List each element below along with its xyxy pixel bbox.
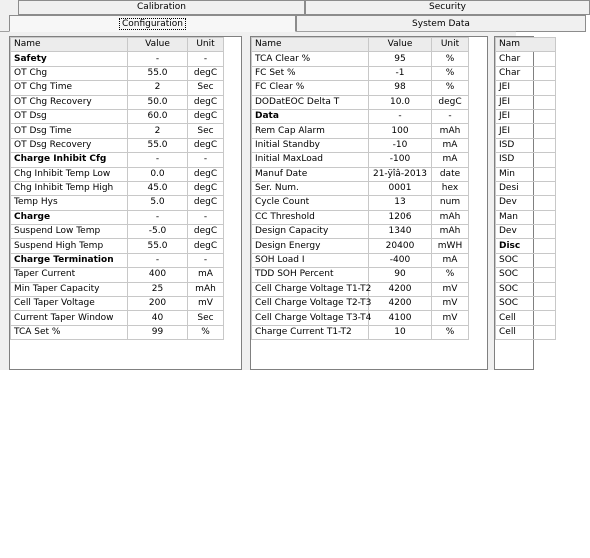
cell-value[interactable]: 55.0: [128, 138, 188, 152]
cell-name: ISD: [496, 153, 556, 167]
cell-unit: mA: [432, 138, 469, 152]
cell-name: Dev: [496, 196, 556, 210]
table-row[interactable]: [496, 239, 556, 253]
cell-name: Suspend Low Temp: [11, 225, 128, 239]
cell-value[interactable]: 50.0: [128, 95, 188, 109]
table-row[interactable]: [496, 196, 556, 210]
table-row[interactable]: [11, 95, 224, 109]
table-row[interactable]: [252, 138, 469, 152]
table-row[interactable]: [252, 311, 469, 325]
cell-name: Dev: [496, 225, 556, 239]
table-row[interactable]: [252, 268, 469, 282]
cell-name: OT Dsg: [11, 109, 128, 123]
table-row[interactable]: [252, 66, 469, 80]
column-header-name[interactable]: Name: [252, 38, 369, 52]
table-row[interactable]: [11, 325, 224, 339]
cell-unit: mAh: [432, 124, 469, 138]
cell-unit: Sec: [188, 124, 224, 138]
cell-unit: degC: [188, 167, 224, 181]
cell-name: Temp Hys: [11, 196, 128, 210]
cell-unit: degC: [188, 181, 224, 195]
table-row[interactable]: [496, 95, 556, 109]
cell-name: JEI: [496, 95, 556, 109]
cell-name: Nam: [496, 38, 556, 52]
cell-unit: %: [432, 66, 469, 80]
table-row[interactable]: [252, 253, 469, 267]
cell-value[interactable]: 13: [369, 196, 432, 210]
cell-value[interactable]: 1340: [369, 225, 432, 239]
cell-unit: mAh: [432, 225, 469, 239]
tab-system-data[interactable]: System Data: [296, 15, 586, 32]
cell-name: OT Dsg Time: [11, 124, 128, 138]
cell-name: Design Energy: [252, 239, 369, 253]
cell-name: Rem Cap Alarm: [252, 124, 369, 138]
table-row[interactable]: [496, 52, 556, 66]
cell-unit: degC: [188, 138, 224, 152]
cell-unit: Sec: [188, 81, 224, 95]
table-row[interactable]: [11, 52, 224, 66]
table-row[interactable]: [252, 52, 469, 66]
cell-value[interactable]: 25: [128, 282, 188, 296]
cell-unit: mA: [432, 153, 469, 167]
cell-value[interactable]: -5.0: [128, 225, 188, 239]
cell-name: Desi: [496, 181, 556, 195]
cell-value[interactable]: -: [369, 109, 432, 123]
cell-name: FC Clear %: [252, 81, 369, 95]
cell-name: Cell Charge Voltage T3-T4: [252, 311, 369, 325]
cell-name: OT Dsg Recovery: [11, 138, 128, 152]
cell-name: OT Chg Recovery: [11, 95, 128, 109]
cell-value[interactable]: 4200: [369, 297, 432, 311]
cell-value[interactable]: 0001: [369, 181, 432, 195]
cell-value[interactable]: 2: [128, 124, 188, 138]
cell-name: SOC: [496, 268, 556, 282]
cell-name: Char: [496, 66, 556, 80]
cell-name: Cell Charge Voltage T2-T3: [252, 297, 369, 311]
cell-name: Char: [496, 52, 556, 66]
cell-unit: degC: [188, 225, 224, 239]
cell-unit: degC: [188, 66, 224, 80]
table-3: [495, 37, 556, 340]
cell-name: Cycle Count: [252, 196, 369, 210]
cell-value[interactable]: 55.0: [128, 239, 188, 253]
cell-unit: %: [432, 52, 469, 66]
cell-name: CC Threshold: [252, 210, 369, 224]
cell-unit: degC: [188, 95, 224, 109]
cell-value[interactable]: 98: [369, 81, 432, 95]
cell-unit: degC: [188, 239, 224, 253]
cell-name: TCA Clear %: [252, 52, 369, 66]
table-row[interactable]: [11, 210, 224, 224]
table-row[interactable]: [252, 181, 469, 195]
table-row[interactable]: [252, 81, 469, 95]
cell-unit: degC: [432, 95, 469, 109]
cell-value[interactable]: 21-ÿîâ-2013: [369, 167, 432, 181]
cell-name: FC Set %: [252, 66, 369, 80]
cell-value[interactable]: -: [128, 253, 188, 267]
cell-value[interactable]: 2: [128, 81, 188, 95]
table-row[interactable]: [496, 124, 556, 138]
table-row[interactable]: [252, 109, 469, 123]
cell-name: Design Capacity: [252, 225, 369, 239]
cell-name: JEI: [496, 109, 556, 123]
cell-unit: mAh: [432, 210, 469, 224]
cell-name: Manuf Date: [252, 167, 369, 181]
cell-unit: %: [432, 268, 469, 282]
cell-unit: degC: [188, 109, 224, 123]
table-row[interactable]: [11, 138, 224, 152]
cell-unit: num: [432, 196, 469, 210]
cell-name: Cell Charge Voltage T1-T2: [252, 282, 369, 296]
cell-value[interactable]: 90: [369, 268, 432, 282]
table-row[interactable]: [496, 138, 556, 152]
table-row[interactable]: [11, 239, 224, 253]
table-row[interactable]: [252, 239, 469, 253]
table-row[interactable]: [496, 66, 556, 80]
cell-value[interactable]: 55.0: [128, 66, 188, 80]
table-row[interactable]: [11, 282, 224, 296]
cell-name: OT Chg: [11, 66, 128, 80]
cell-value[interactable]: 5.0: [128, 196, 188, 210]
cell-unit: -: [432, 109, 469, 123]
cell-name: Ser. Num.: [252, 181, 369, 195]
cell-name: Safety: [11, 52, 128, 66]
table-row[interactable]: [252, 153, 469, 167]
table-row[interactable]: [11, 124, 224, 138]
cell-name: Cell: [496, 311, 556, 325]
cell-name: SOC: [496, 297, 556, 311]
table-row[interactable]: [252, 225, 469, 239]
column-header-unit[interactable]: Unit: [188, 38, 224, 52]
table-1: [10, 37, 224, 340]
cell-value[interactable]: 400: [128, 268, 188, 282]
cell-name: Cell Taper Voltage: [11, 297, 128, 311]
cell-unit: date: [432, 167, 469, 181]
table-row[interactable]: [496, 210, 556, 224]
cell-value[interactable]: -: [128, 210, 188, 224]
column-header-name[interactable]: Name: [11, 38, 128, 52]
cell-unit: %: [188, 325, 224, 339]
column-header-value[interactable]: Value: [369, 38, 432, 52]
table-row[interactable]: [11, 181, 224, 195]
cell-unit: hex: [432, 181, 469, 195]
cell-value[interactable]: 4100: [369, 311, 432, 325]
cell-unit: %: [432, 81, 469, 95]
cell-name: TDD SOH Percent: [252, 268, 369, 282]
cell-name: Charge Termination: [11, 253, 128, 267]
table-row[interactable]: [11, 81, 224, 95]
cell-unit: mAh: [188, 282, 224, 296]
table-row[interactable]: [11, 153, 224, 167]
cell-value[interactable]: 60.0: [128, 109, 188, 123]
cell-name: Charge Current T1-T2: [252, 325, 369, 339]
table-row[interactable]: [11, 196, 224, 210]
table-row[interactable]: [496, 81, 556, 95]
table-row[interactable]: [496, 181, 556, 195]
cell-name: Charge Inhibit Cfg: [11, 153, 128, 167]
cell-value[interactable]: -100: [369, 153, 432, 167]
tab-calibration[interactable]: Calibration: [18, 0, 305, 15]
table-row[interactable]: [496, 38, 556, 52]
config-table-partial: [494, 36, 534, 370]
cell-value[interactable]: -: [128, 153, 188, 167]
cell-value[interactable]: 100: [369, 124, 432, 138]
cell-name: SOC: [496, 282, 556, 296]
cell-value[interactable]: 20400: [369, 239, 432, 253]
cell-name: Disc: [496, 239, 556, 253]
table-row[interactable]: [11, 167, 224, 181]
table-row[interactable]: [496, 109, 556, 123]
cell-unit: -: [188, 210, 224, 224]
table-row[interactable]: [496, 311, 556, 325]
cell-value[interactable]: 1206: [369, 210, 432, 224]
table-row[interactable]: [252, 124, 469, 138]
cell-value[interactable]: -10: [369, 138, 432, 152]
cell-name: Min Taper Capacity: [11, 282, 128, 296]
cell-name: Charge: [11, 210, 128, 224]
table-row[interactable]: [496, 282, 556, 296]
cell-unit: -: [188, 253, 224, 267]
table-row[interactable]: [252, 196, 469, 210]
column-header-value[interactable]: Value: [128, 38, 188, 52]
cell-value[interactable]: 45.0: [128, 181, 188, 195]
cell-value[interactable]: 200: [128, 297, 188, 311]
table-row[interactable]: [11, 297, 224, 311]
cell-name: JEI: [496, 81, 556, 95]
cell-name: DODatEOC Delta T: [252, 95, 369, 109]
cell-name: Initial MaxLoad: [252, 153, 369, 167]
table-2: [251, 37, 469, 340]
cell-unit: mV: [432, 311, 469, 325]
cell-unit: -: [188, 52, 224, 66]
cell-unit: Sec: [188, 311, 224, 325]
table-row[interactable]: [11, 225, 224, 239]
cell-value[interactable]: -400: [369, 253, 432, 267]
table-row[interactable]: [252, 297, 469, 311]
table-row[interactable]: [252, 167, 469, 181]
cell-value[interactable]: 95: [369, 52, 432, 66]
table-row[interactable]: [496, 153, 556, 167]
table-row[interactable]: [252, 325, 469, 339]
table-row[interactable]: [11, 311, 224, 325]
table-row[interactable]: [496, 167, 556, 181]
cell-name: Initial Standby: [252, 138, 369, 152]
cell-name: ISD: [496, 138, 556, 152]
table-row[interactable]: [496, 268, 556, 282]
table-row[interactable]: [496, 325, 556, 339]
table-row[interactable]: [252, 210, 469, 224]
cell-value[interactable]: 4200: [369, 282, 432, 296]
cell-name: OT Chg Time: [11, 81, 128, 95]
table-row[interactable]: [252, 95, 469, 109]
column-header-unit[interactable]: Unit: [432, 38, 469, 52]
cell-name: Suspend High Temp: [11, 239, 128, 253]
cell-value[interactable]: -1: [369, 66, 432, 80]
cell-name: Min: [496, 167, 556, 181]
cell-unit: mWH: [432, 239, 469, 253]
cell-unit: mV: [188, 297, 224, 311]
tab-configuration[interactable]: [9, 15, 296, 32]
table-row[interactable]: [11, 268, 224, 282]
cell-value[interactable]: 40: [128, 311, 188, 325]
cell-unit: mA: [432, 253, 469, 267]
table-row[interactable]: [252, 282, 469, 296]
cell-value[interactable]: 10.0: [369, 95, 432, 109]
table-row[interactable]: [496, 253, 556, 267]
table-row[interactable]: [496, 225, 556, 239]
tab-security[interactable]: Security: [305, 0, 590, 15]
cell-name: Data: [252, 109, 369, 123]
cell-value[interactable]: 99: [128, 325, 188, 339]
cell-unit: -: [188, 153, 224, 167]
cell-name: Cell: [496, 325, 556, 339]
cell-value[interactable]: -: [128, 52, 188, 66]
cell-name: Chg Inhibit Temp Low: [11, 167, 128, 181]
table-row[interactable]: [11, 253, 224, 267]
cell-name: JEI: [496, 124, 556, 138]
cell-name: SOC: [496, 253, 556, 267]
cell-unit: %: [432, 325, 469, 339]
cell-value[interactable]: 10: [369, 325, 432, 339]
cell-name: Chg Inhibit Temp High: [11, 181, 128, 195]
cell-unit: mV: [432, 282, 469, 296]
tab-configuration-label: Configuration: [119, 18, 186, 30]
cell-name: SOH Load I: [252, 253, 369, 267]
cell-name: TCA Set %: [11, 325, 128, 339]
cell-name: Man: [496, 210, 556, 224]
cell-unit: degC: [188, 196, 224, 210]
config-table-data: [250, 36, 488, 370]
config-table-safety: [9, 36, 242, 370]
table-row[interactable]: [11, 109, 224, 123]
cell-unit: mV: [432, 297, 469, 311]
table-row[interactable]: [11, 66, 224, 80]
cell-name: Taper Current: [11, 268, 128, 282]
table-row[interactable]: [496, 297, 556, 311]
cell-unit: mA: [188, 268, 224, 282]
cell-name: Current Taper Window: [11, 311, 128, 325]
cell-value[interactable]: 0.0: [128, 167, 188, 181]
